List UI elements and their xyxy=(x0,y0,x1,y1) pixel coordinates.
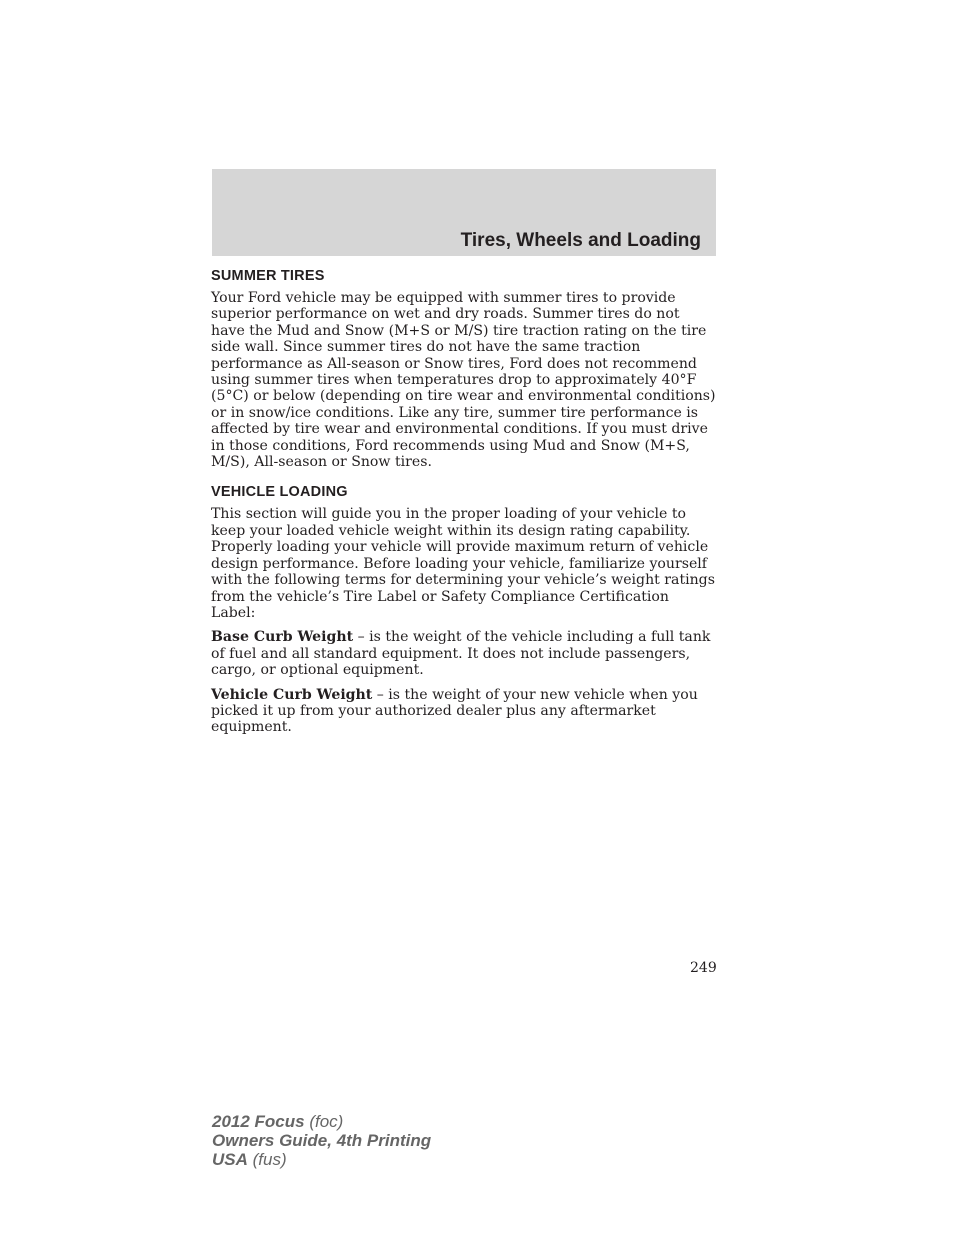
section-heading-vehicle-loading: VEHICLE LOADING xyxy=(211,484,348,501)
chapter-header-band xyxy=(212,169,716,256)
definition-term: Base Curb Weight xyxy=(211,629,354,646)
footer-line-market xyxy=(212,1150,431,1169)
definition-base-curb-weight xyxy=(211,629,717,678)
footer-line-guide: Owners Guide, 4th Printing xyxy=(212,1131,432,1150)
definition-vehicle-curb-weight xyxy=(211,687,717,736)
definition-text: – is the weight of the vehicle including a full tank of fuel and all standard equipment. It does not include passengers, cargo, or optional equipment. xyxy=(211,629,711,679)
footer-model-code: (foc) xyxy=(304,1112,344,1131)
footer-market: USA xyxy=(212,1150,248,1169)
footer-model: 2012 Focus xyxy=(212,1112,305,1131)
page-number: 249 xyxy=(690,960,717,976)
page-content xyxy=(211,268,717,744)
footer-market-code: (fus) xyxy=(247,1150,287,1169)
chapter-title: Tires, Wheels and Loading xyxy=(460,230,701,251)
document-footer xyxy=(212,1112,431,1169)
vehicle-loading-paragraph: This section will guide you in the proper loading of your vehicle to keep your loaded vehicle weight within its design rating capability. Properly loading your vehicle will provide maximum return of vehicle design performance. Before loading your vehicle, familiarize yourself with the following terms for determining your vehicle’s weight ratings from the vehicle’s Tire Label or Safety Compliance Certification Label: xyxy=(211,506,715,621)
footer-line-model xyxy=(212,1112,431,1131)
definition-term: Vehicle Curb Weight xyxy=(211,686,373,703)
summer-tires-paragraph: Your Ford vehicle may be equipped with summer tires to provide superior performance on wet and dry roads. Summer tires do not have the Mud and Snow (M+S or M/S) tire traction rating on the tire side wall. Since summer tires do not have the same traction performance as All-season or Snow tires, Ford does not recommend using summer tires when temperatures drop to approximately 40°F (5°C) or below (depending on tire wear and environmental conditions) or in snow/ice conditions. Like any tire, summer tire performance is affected by tire wear and environmental conditions. If you must drive in those conditions, Ford recommends using Mud and Snow (M+S, M/S), All-season or Snow tires. xyxy=(211,290,716,471)
definition-text: – is the weight of your new vehicle when you picked it up from your authorized dealer plus any aftermarket equipment. xyxy=(211,686,698,736)
section-heading-summer-tires: SUMMER TIRES xyxy=(211,268,325,284)
